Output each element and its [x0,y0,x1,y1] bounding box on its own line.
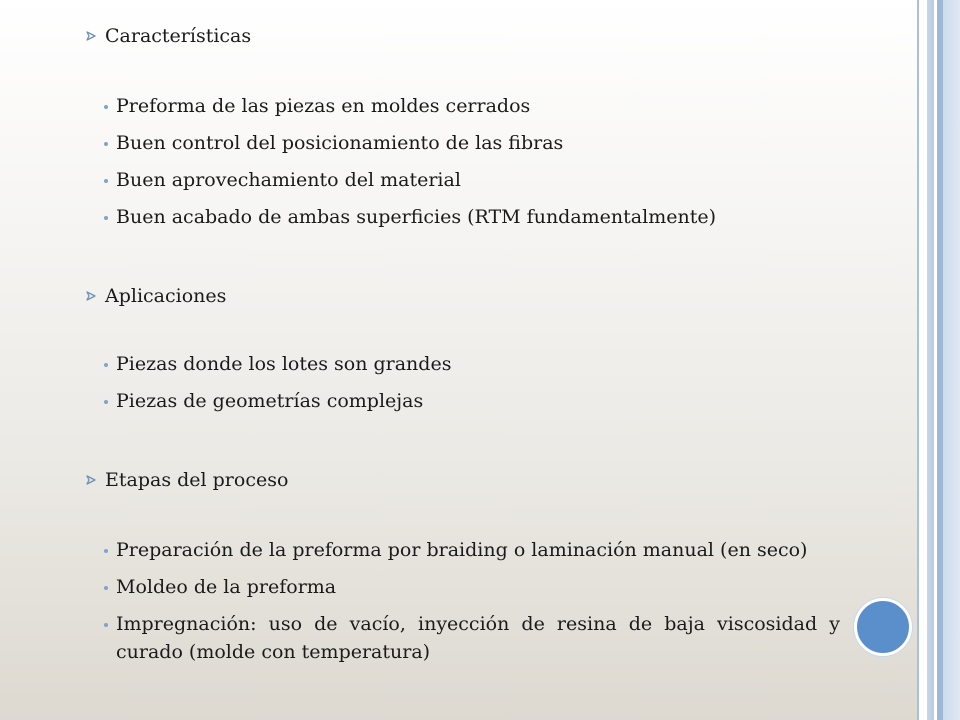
bullet-dot-icon [104,105,108,109]
decorative-stripe-band [927,0,934,720]
bullet-dot-icon [104,623,108,627]
decorative-circle-icon [854,598,912,656]
bullet-dot-icon [104,363,108,367]
list-item [86,129,840,157]
list-item [86,166,840,194]
bullet-list-caracteristicas [86,92,840,231]
list-item-text: Preparación de la preforma por braiding o laminación manual (en seco) [116,539,808,561]
section-heading-aplicaciones [86,282,840,310]
decorative-stripe-band [943,0,960,720]
list-item-text: Buen aprovechamiento del material [116,169,461,191]
list-item-text: Impregnación: uso de vacío, inyección de resina de baja viscosidad y curado (molde con temperatura) [116,613,840,663]
list-item-text: Piezas donde los lotes son grandes [116,353,452,375]
list-item [86,387,840,415]
list-item-text: Piezas de geometrías complejas [116,390,424,412]
section-heading-text: Etapas del proceso [105,469,289,491]
bullet-dot-icon [104,586,108,590]
section-heading-caracteristicas [86,22,840,50]
section-heading-text: Características [105,25,252,47]
arrow-bullet-icon [86,291,96,301]
arrow-bullet-icon [86,31,96,41]
list-item [86,92,840,120]
section-heading-etapas [86,466,840,494]
list-item-text: Buen control del posicionamiento de las fibras [116,132,564,154]
arrow-bullet-icon [86,475,96,485]
decorative-stripe-gap [919,0,927,720]
bullet-list-etapas [86,536,840,666]
list-item [86,350,840,378]
bullet-dot-icon [104,179,108,183]
list-item [86,203,840,231]
bullet-dot-icon [104,216,108,220]
bullet-dot-icon [104,142,108,146]
list-item [86,536,840,564]
slide-body [86,22,840,675]
bullet-list-aplicaciones [86,350,840,415]
bullet-dot-icon [104,400,108,404]
list-item-text: Moldeo de la preforma [116,576,337,598]
list-item-text: Preforma de las piezas en moldes cerrados [116,95,531,117]
list-item-text: Buen acabado de ambas superficies (RTM fundamentalmente) [116,206,716,228]
list-item [86,610,840,666]
list-item [86,573,840,601]
bullet-dot-icon [104,549,108,553]
section-heading-text: Aplicaciones [105,285,227,307]
